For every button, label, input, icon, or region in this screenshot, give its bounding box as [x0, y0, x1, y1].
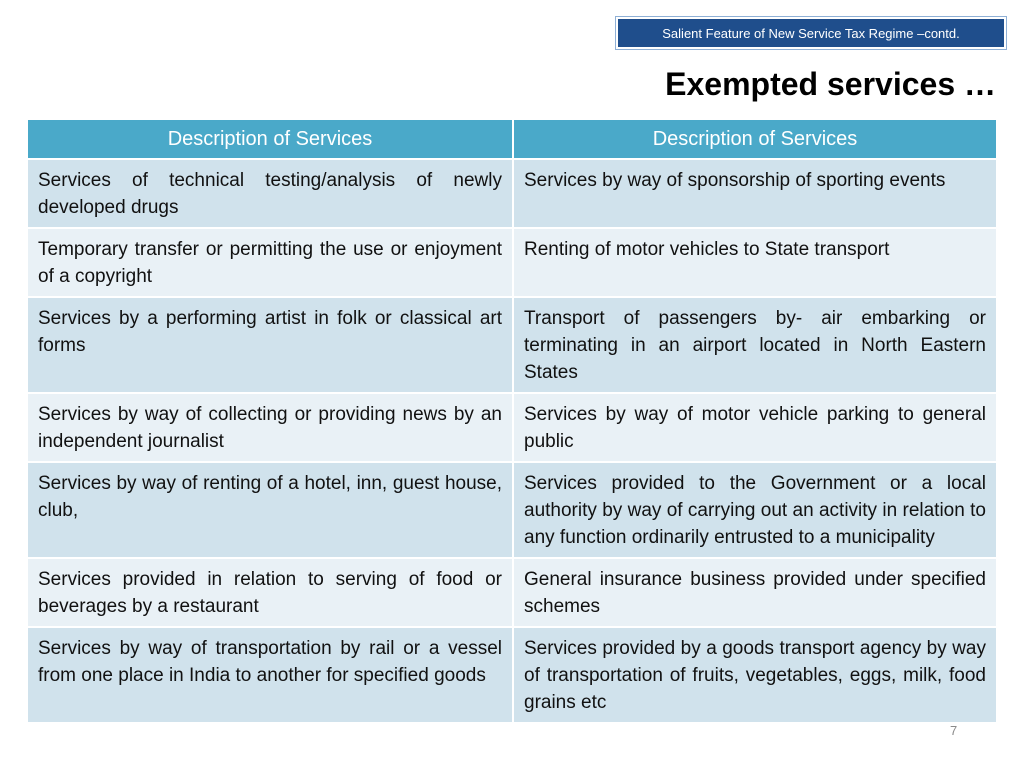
table-cell: Services by way of renting of a hotel, inn, guest house, club,	[27, 462, 513, 558]
table-row	[27, 558, 997, 627]
table-cell: Services provided to the Government or a local authority by way of carrying out an activity in relation to any function ordinarily entrusted to a municipality	[513, 462, 997, 558]
column-header: Description of Services	[513, 119, 997, 159]
table-cell: General insurance business provided under specified schemes	[513, 558, 997, 627]
banner-text: Salient Feature of New Service Tax Regime –contd.	[662, 26, 960, 41]
slide-title: Exempted services …	[665, 66, 996, 102]
table-cell: Services provided by a goods transport agency by way of transportation of fruits, vegetables, eggs, milk, food grains etc	[513, 627, 997, 723]
table-row	[27, 393, 997, 462]
table-row	[27, 228, 997, 297]
table-cell: Services by a performing artist in folk or classical art forms	[27, 297, 513, 393]
table-row	[27, 297, 997, 393]
table-cell: Services by way of sponsorship of sporting events	[513, 159, 997, 228]
page-number: 7	[950, 723, 958, 738]
table-cell: Services by way of transportation by rail or a vessel from one place in India to another for specified goods	[27, 627, 513, 723]
table-cell: Services by way of motor vehicle parking to general public	[513, 393, 997, 462]
table-cell: Services provided in relation to serving of food or beverages by a restaurant	[27, 558, 513, 627]
table-row	[27, 627, 997, 723]
table-cell: Renting of motor vehicles to State transport	[513, 228, 997, 297]
table-header-row	[27, 119, 997, 159]
column-header: Description of Services	[27, 119, 513, 159]
slide-banner	[615, 16, 1007, 50]
table-row	[27, 159, 997, 228]
table-cell: Services by way of collecting or providing news by an independent journalist	[27, 393, 513, 462]
table-cell: Transport of passengers by- air embarking or terminating in an airport located in North Eastern States	[513, 297, 997, 393]
table-cell: Services of technical testing/analysis of newly developed drugs	[27, 159, 513, 228]
exempted-services-table	[26, 118, 998, 724]
table-row	[27, 462, 997, 558]
table-cell: Temporary transfer or permitting the use or enjoyment of a copyright	[27, 228, 513, 297]
